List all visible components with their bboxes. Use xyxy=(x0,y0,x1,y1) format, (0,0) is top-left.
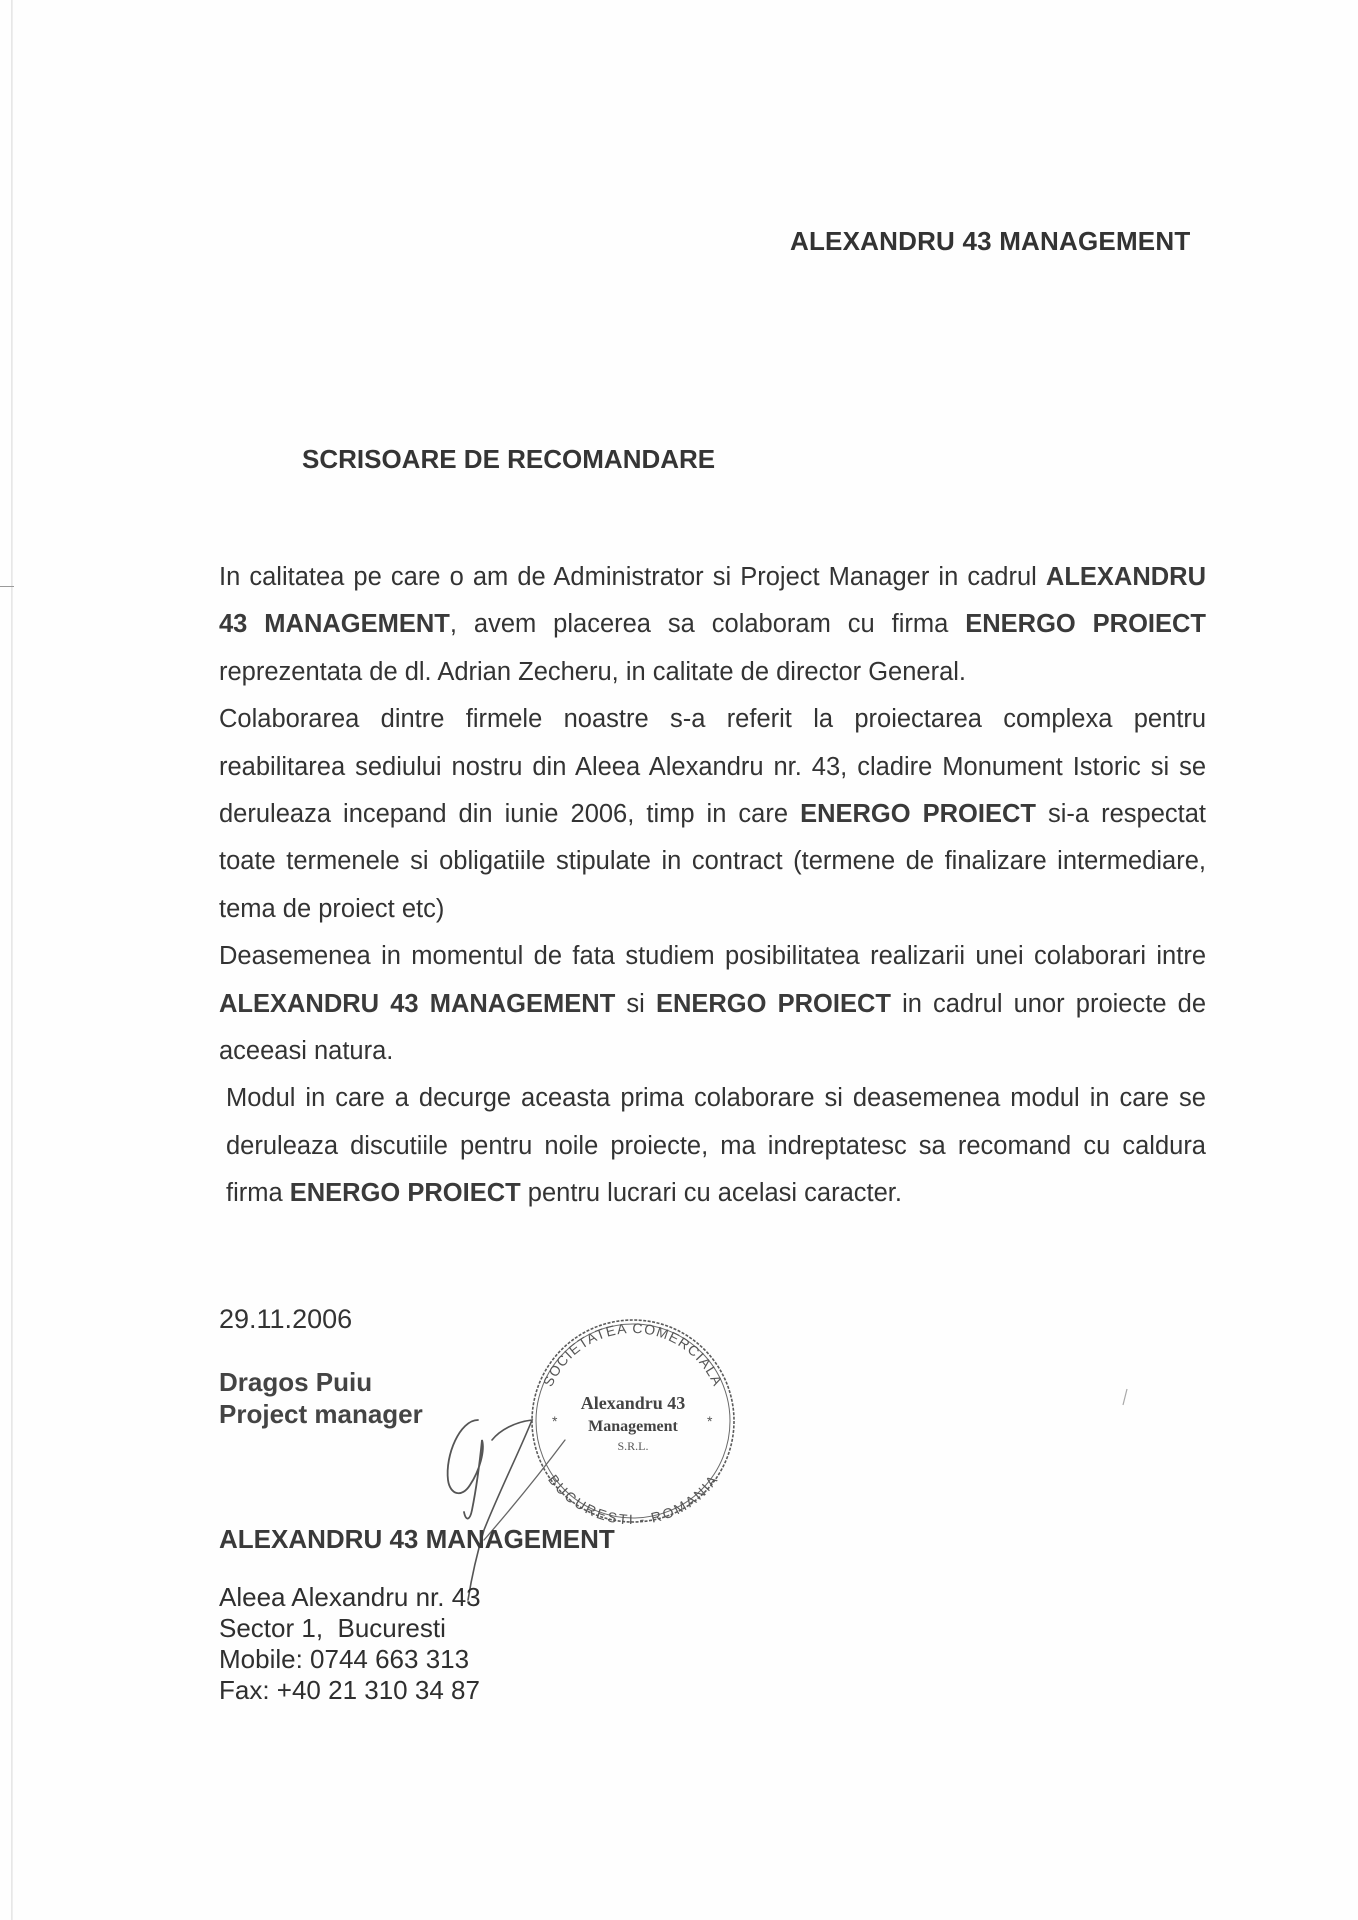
stamp-center-line2: Management xyxy=(588,1418,678,1435)
scan-punch-mark xyxy=(0,586,14,587)
paragraph-intro xyxy=(219,554,1206,696)
signatory-role: Project manager xyxy=(219,1399,423,1429)
paragraph-intro-text-1: In calitatea pe care o am de Administrator si Project Manager in cadrul xyxy=(219,563,1046,591)
contact-block xyxy=(219,1582,481,1706)
partner-name-bold: ENERGO PROIECT xyxy=(965,610,1207,639)
letter-body xyxy=(219,554,1206,1218)
paragraph-intro-text-3: reprezentata de dl. Adrian Zecheru, in calitate de director General. xyxy=(219,657,967,686)
mobile-number: Mobile: 0744 663 313 xyxy=(219,1644,470,1674)
stamp-center-line3: S.R.L. xyxy=(617,1439,649,1453)
address-line-1: Aleea Alexandru nr. 43 xyxy=(219,1582,481,1612)
stamp-ring-bottom-text: BUCURESTI - ROMANIA xyxy=(545,1471,721,1524)
stamp-star-right-icon: * xyxy=(707,1413,713,1429)
stamp-center-line1: Alexandru 43 xyxy=(580,1393,686,1413)
paragraph-collaboration xyxy=(219,696,1206,933)
partner-name-bold: ENERGO PROIECT xyxy=(800,800,1036,829)
letter-date: 29.11.2006 xyxy=(219,1304,353,1334)
scan-edge-line xyxy=(11,0,13,1920)
signatory-name: Dragos Puiu xyxy=(219,1367,373,1397)
signatory-block xyxy=(219,1366,423,1430)
paragraph-future xyxy=(219,933,1206,1075)
paragraph-collaboration-text-2: si-a respectat toate termenele si obligatiile stipulate in contract (termene de finalizare intermediare, tema de proiect etc) xyxy=(219,800,1206,923)
partner-name-bold: ENERGO PROIECT xyxy=(289,1179,521,1208)
company-name-bold: ALEXANDRU 43 MANAGEMENT xyxy=(219,989,616,1018)
paragraph-future-text-2: si xyxy=(615,989,656,1018)
paragraph-collaboration-text-1: Colaborarea dintre firmele noastre s-a referit la proiectarea complexa pentru reabilitarea sediului nostru din Aleea Alexandru nr. 43, cladire Monument Istoric si se deruleaza incepand din iunie 2006, timp in care xyxy=(219,705,1206,829)
stray-pen-stroke xyxy=(1123,1389,1127,1405)
paragraph-recommendation xyxy=(219,1075,1206,1217)
stray-pen-mark xyxy=(1122,1388,1128,1406)
paragraph-intro-text-2: , avem placerea sa colaboram cu firma xyxy=(449,610,966,639)
stamp-star-left-icon: * xyxy=(552,1413,558,1429)
letterhead-company: ALEXANDRU 43 MANAGEMENT xyxy=(790,226,1191,256)
footer-company: ALEXANDRU 43 MANAGEMENT xyxy=(219,1524,615,1554)
paragraph-future-text-1: Deasemenea in momentul de fata studiem posibilitatea realizarii unei colaborari intre xyxy=(219,942,1206,971)
paragraph-future-text-3: in cadrul unor proiecte de aceeasi natura. xyxy=(219,989,1207,1066)
partner-name-bold: ENERGO PROIECT xyxy=(655,989,891,1018)
fax-number: Fax: +40 21 310 34 87 xyxy=(219,1675,480,1705)
paragraph-recommendation-text-2: pentru lucrari cu acelasi caracter. xyxy=(520,1179,902,1208)
address-line-2: Sector 1, Bucuresti xyxy=(219,1613,446,1643)
document-title: SCRISOARE DE RECOMANDARE xyxy=(302,444,716,474)
signature-stroke-1 xyxy=(448,1420,483,1519)
paragraph-recommendation-text-1: Modul in care a decurge aceasta prima colaborare si deasemenea modul in care se deruleaza discutiile pentru noile proiecte, ma indreptatesc sa recomand cu caldura firma xyxy=(226,1084,1206,1208)
signature-stroke-2 xyxy=(468,1420,532,1600)
company-name-bold: ALEXANDRU 43 MANAGEMENT xyxy=(219,563,1206,639)
stamp-ring-top-text: SOCIETATEA COMERCIALA xyxy=(539,1319,727,1389)
